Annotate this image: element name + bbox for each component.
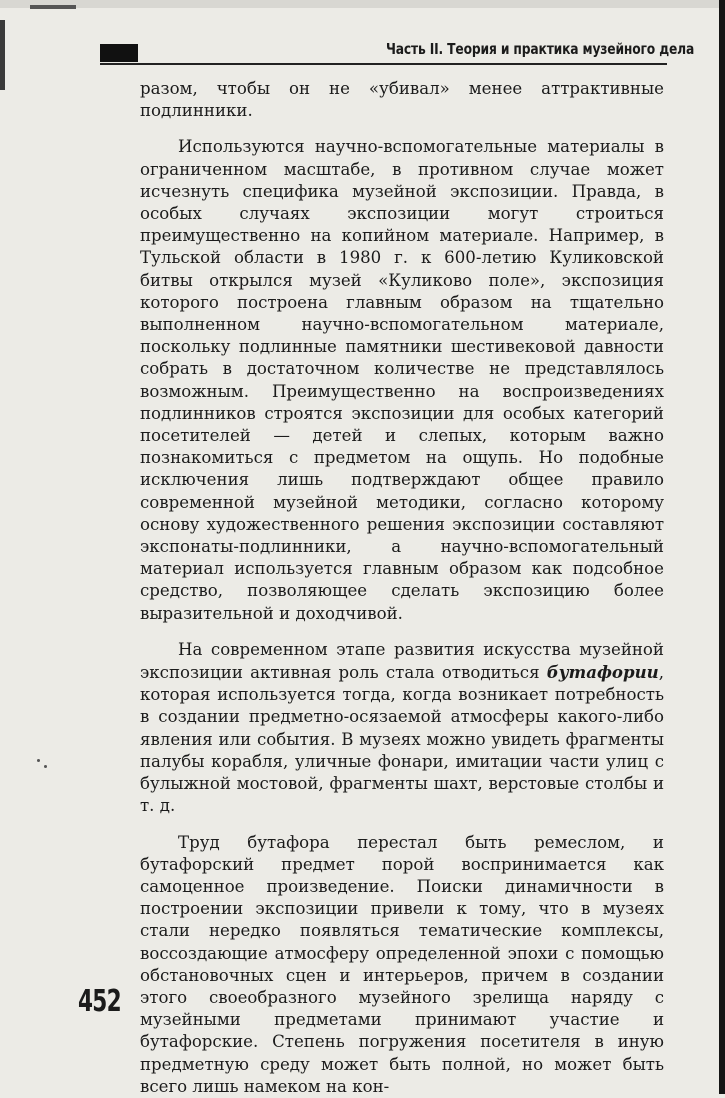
paragraph-2: [140, 639, 664, 818]
scan-speck: [44, 765, 47, 768]
header-rule: [100, 63, 667, 65]
scan-artifact-mark: [30, 5, 76, 9]
page-number: 452: [78, 984, 121, 1019]
term-butaforia: бутафории: [546, 662, 659, 683]
scan-edge-right: [719, 0, 725, 1094]
scan-edge-left: [0, 20, 5, 90]
scan-edge-top: [0, 0, 725, 8]
paragraph-2-start: На современном этапе развития искусства музейной экспозиции активная роль стала отводиться: [140, 639, 664, 683]
running-head: Часть II. Теория и практика музейного дела: [386, 40, 695, 58]
paragraph-2-end: , которая используется тогда, когда возникает потребность в создании предметно-осязаемой атмосферы какого-либо явления или события. В музеях можно увидеть фрагменты палубы корабля, уличные фонари, имитации части улиц с булыжной мостовой, фрагменты шахт, верстовые столбы и т. д.: [140, 663, 664, 816]
text-column: [140, 78, 664, 1098]
paragraph-3: Труд бутафора перестал быть ремеслом, и бутафорский предмет порой воспринимается как самоценное произведение. Поиски динамичности в построении экспозиции привели к тому, что в музеях стали нередко появляться тематические комплексы, воссоздающие атмосферу определенной эпохи с помощью обстановочных сцен и интерьеров, причем в создании этого своеобразного музейного зрелища наряду с музейными предметами принимают участие и бутафорские. Степень погружения посетителя в иную предметную среду может быть полной, но может быть всего лишь намеком на кон-: [140, 832, 664, 1096]
paragraph-1: Используются научно-вспомогательные материалы в ограниченном масштабе, в противном случае может исчезнуть специфика музейной экспозиции. Правда, в особых случаях экспозиции могут строиться преимущественно на копийном материале. Например, в Тульской области в 1980 г. к 600-летию Куликовской битвы открылся музей «Куликово поле», экспозиция которого построена главным образом на тщательно выполненном научно-вспомогательном материале, поскольку подлинные памятники шестивековой давности собрать в достаточном количестве не представлялось возможным. Преимущественно на воспроизведениях подлинников строятся экспозиции для особых категорий посетителей — детей и слепых, которым важно познакомиться с предметом на ощупь. Но подобные исключения лишь подтверждают общее правило современной музейной методики, согласно которому основу художественного решения экспозиции составляют экспонаты-подлинники, а научно-вспомогательный материал используется главным образом как подсобное средство, позволяющее сделать экспозицию более выразительной и доходчивой.: [140, 137, 664, 623]
header-marker-block: [100, 44, 138, 62]
continuation-paragraph: разом, чтобы он не «убивал» менее аттрактивные подлинники.: [140, 79, 664, 121]
scan-speck: [37, 759, 40, 762]
